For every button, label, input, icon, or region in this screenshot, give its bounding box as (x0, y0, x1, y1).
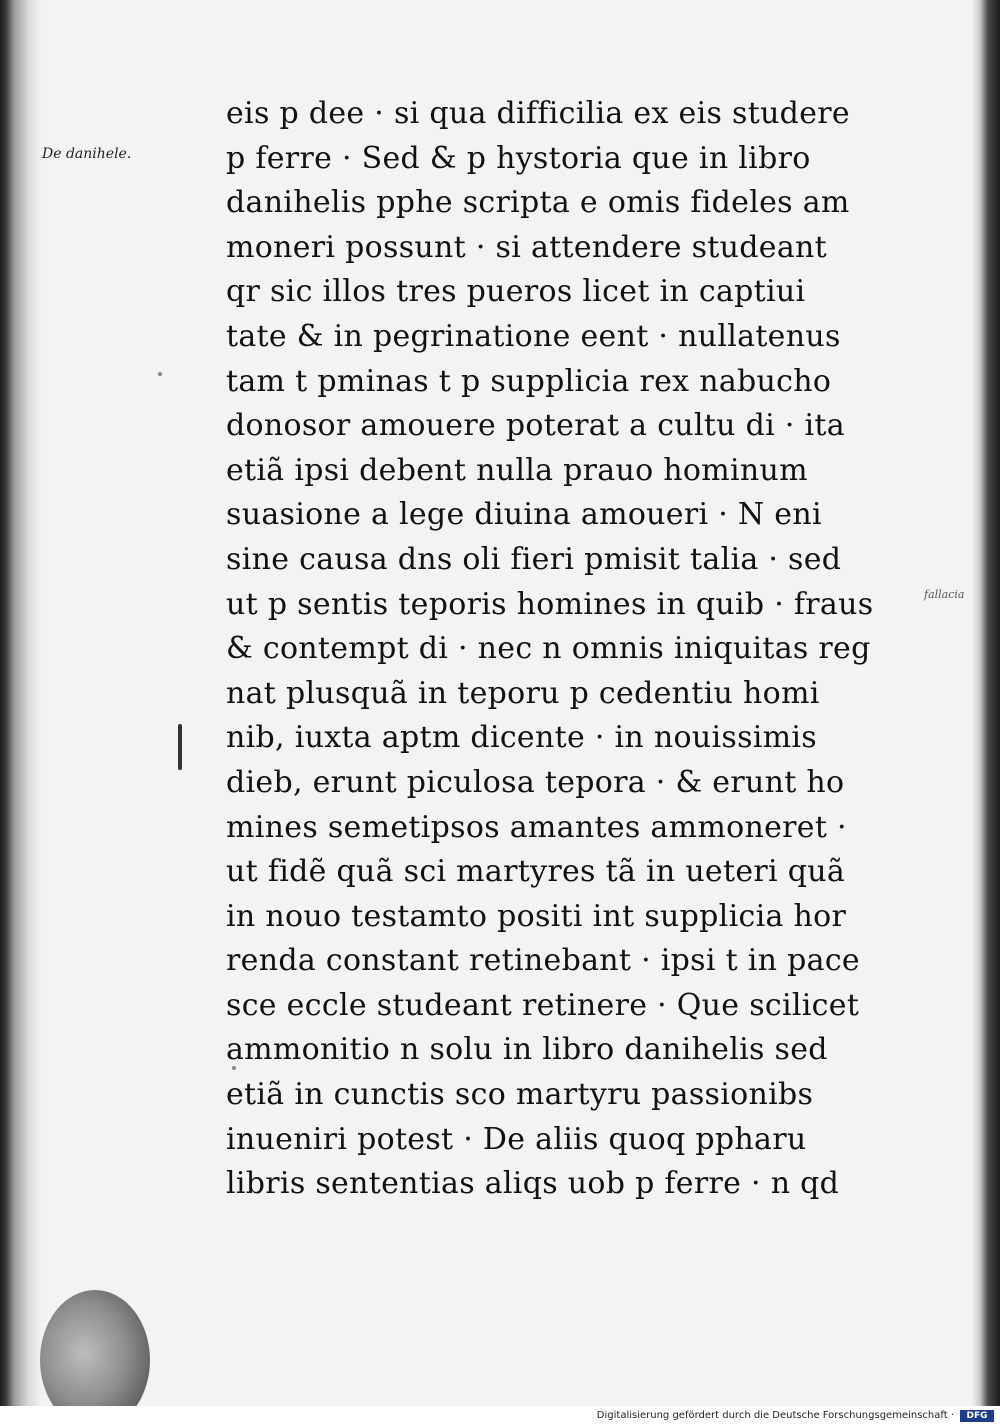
text-line: & contempt di · nec n omnis iniquitas reg (226, 631, 871, 667)
text-line: dieb, erunt piculosa tepora · & erunt ho (226, 764, 845, 800)
manuscript-text-block (226, 92, 916, 1207)
text-line: nib, iuxta aptm dicente · in nouissimis (226, 720, 818, 756)
text-line: ammonitio n solu in libro danihelis sed (226, 1032, 828, 1068)
text-line: ut fidẽ quã sci martyres tã in ueteri quã (226, 854, 846, 890)
text-line: mines semetipsos amantes ammoneret · (226, 809, 847, 845)
text-line: sce eccle studeant retinere · Que scilicet (226, 987, 860, 1023)
text-line: in nouo testamto positi int supplicia hor (226, 898, 847, 934)
page-gutter-right (972, 0, 1000, 1406)
margin-note-right: fallacia (924, 588, 965, 601)
text-line: nat plusquã in teporu p cedentiu homi (226, 675, 820, 711)
text-line: renda constant retinebant · ipsi t in pace (226, 943, 860, 979)
text-line: ut p sentis teporis homines in quib · fraus (226, 586, 874, 622)
margin-tick-mark (178, 724, 182, 770)
text-line: danihelis pphe scripta e omis fideles am (226, 185, 850, 221)
text-line: moneri possunt · si attendere studeant (226, 229, 827, 265)
page-edge-left (0, 0, 42, 1406)
text-line: suasione a lege diuina amoueri · N eni (226, 497, 822, 533)
thumb-shadow (40, 1290, 150, 1406)
text-line: p ferre · Sed & p hystoria que in libro (226, 140, 811, 176)
text-line: etiã in cunctis sco martyru passionibs (226, 1077, 814, 1113)
text-line: libris sententias aliqs uob p ferre · n qd (226, 1166, 840, 1202)
text-line: donosor amouere poterat a cultu di · ita (226, 408, 845, 444)
text-line: qr sic illos tres pueros licet in captiui (226, 274, 806, 310)
text-line: sine causa dns oli fieri pmisit talia · sed (226, 541, 842, 577)
margin-dot (158, 372, 162, 376)
footer-credit: Digitalisierung gefördert durch die Deutsche Forschungsgemeinschaft · (596, 1410, 954, 1421)
text-line: inueniri potest · De aliis quoq ppharu (226, 1121, 807, 1157)
dfg-logo: DFG (960, 1410, 994, 1422)
text-line: tate & in pegrinatione eent · nullatenus (226, 318, 841, 354)
margin-note-left: De danihele. (42, 146, 132, 162)
text-line: etiã ipsi debent nulla prauo hominum (226, 452, 808, 488)
text-line: eis p dee · si qua difficilia ex eis studere (226, 96, 850, 131)
text-line: tam t pminas t p supplicia rex nabucho (226, 363, 832, 399)
digitization-footer (0, 1406, 1000, 1426)
